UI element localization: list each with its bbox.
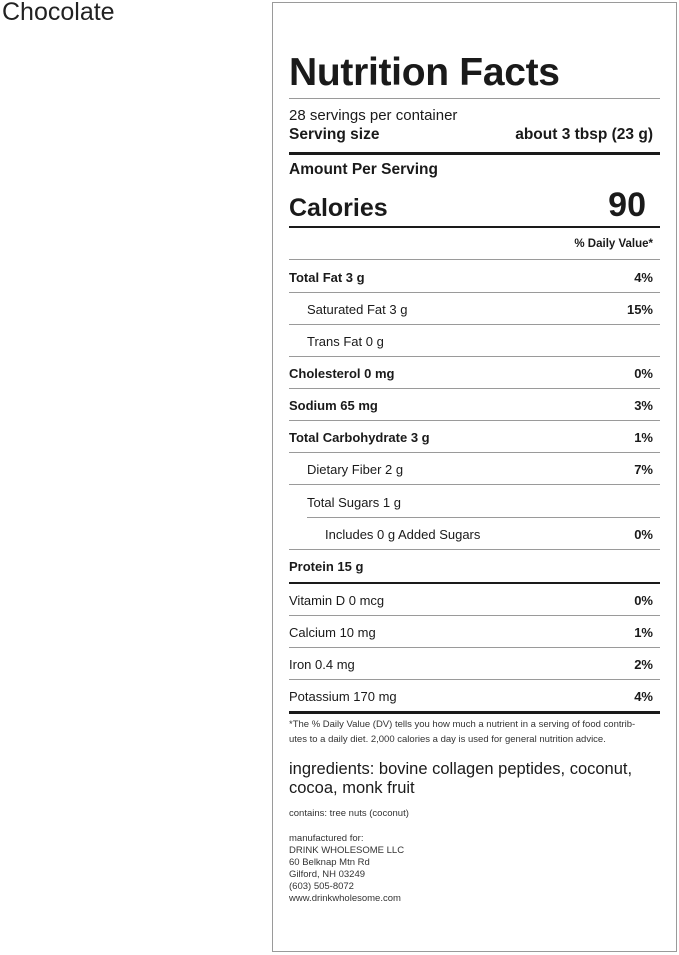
vitamin-row-potassium: [289, 680, 660, 712]
divider: [289, 259, 660, 260]
vitamin-daily-value: 4%: [634, 689, 653, 704]
calories-divider: [289, 226, 660, 228]
manufacturer-website: www.drinkwholesome.com: [289, 893, 401, 904]
nutrient-daily-value: 4%: [634, 270, 653, 285]
nutrient-row-total-carbohydrate: [289, 421, 660, 453]
vitamin-row-iron: [289, 648, 660, 680]
amount-per-serving: Amount Per Serving: [289, 161, 438, 178]
vitamin-daily-value: 1%: [634, 625, 653, 640]
nutrient-daily-value: 1%: [634, 430, 653, 445]
nutrient-name: Protein 15 g: [289, 559, 364, 574]
nutrient-name: Total Carbohydrate 3 g: [289, 430, 430, 445]
nutrient-row-cholesterol: [289, 357, 660, 389]
vitamin-name: Iron 0.4 mg: [289, 657, 355, 672]
daily-value-header: % Daily Value*: [574, 238, 653, 250]
manufacturer-line: (603) 505-8072: [289, 881, 354, 892]
nutrition-facts-title: Nutrition Facts: [289, 51, 560, 94]
manufacturer-line: Gilford, NH 03249: [289, 869, 366, 880]
calories-label: Calories: [289, 194, 388, 222]
thick-divider: [289, 152, 660, 155]
ingredients-line: ingredients: bovine collagen peptides, coconut,: [289, 760, 633, 778]
nutrient-row-added-sugars: [289, 518, 660, 550]
nutrient-daily-value: 15%: [626, 302, 653, 317]
vitamin-row-calcium: [289, 616, 660, 648]
nutrient-name: Includes 0 g Added Sugars: [325, 527, 481, 542]
allergen-statement: contains: tree nuts (coconut): [289, 808, 409, 819]
footnote-divider: [289, 711, 660, 714]
nutrient-name: Total Sugars 1 g: [307, 495, 401, 510]
vitamin-daily-value: 0%: [634, 593, 653, 608]
nutrient-row-total-fat: [289, 261, 660, 293]
daily-value-footnote: [289, 717, 646, 747]
nutrient-name: Trans Fat 0 g: [307, 334, 384, 349]
nutrient-daily-value: 3%: [634, 398, 653, 413]
vitamin-daily-value: 2%: [634, 657, 653, 672]
ingredients-line: cocoa, monk fruit: [289, 779, 415, 797]
nutrient-row-sodium: [289, 389, 660, 421]
nutrient-row-saturated-fat: [289, 293, 660, 325]
nutrient-name: Total Fat 3 g: [289, 270, 365, 285]
nutrient-row-total-sugars: [289, 486, 660, 518]
footnote-line: utes to a daily diet. 2,000 calories a day is used for general nutrition advice.: [289, 734, 606, 745]
nutrient-daily-value: 0%: [634, 527, 653, 542]
manufacturer-line: manufactured for:: [289, 833, 364, 844]
nutrient-daily-value: 7%: [634, 462, 653, 477]
manufacturer-line: DRINK WHOLESOME LLC: [289, 845, 405, 856]
divider: [289, 98, 660, 99]
flavor-title: Chocolate: [2, 0, 115, 26]
vitamin-name: Vitamin D 0 mcg: [289, 593, 385, 608]
serving-size-label: Serving size: [289, 126, 380, 143]
manufacturer-line: 60 Belknap Mtn Rd: [289, 857, 370, 868]
divider: [289, 484, 660, 485]
nutrient-name: Dietary Fiber 2 g: [307, 462, 404, 477]
ingredients: [289, 760, 652, 798]
nutrient-name: Cholesterol 0 mg: [289, 366, 395, 381]
nutrient-daily-value: 0%: [634, 366, 653, 381]
manufacturer-info: [289, 833, 404, 905]
footnote-line: *The % Daily Value (DV) tells you how much a nutrient in a serving of food contrib-: [289, 719, 636, 730]
nutrient-name: Saturated Fat 3 g: [307, 302, 408, 317]
nutrient-row-trans-fat: [289, 325, 660, 357]
calories-value: 90: [608, 186, 646, 224]
vitamin-row-vitamin-d: [289, 584, 660, 616]
vitamin-name: Potassium 170 mg: [289, 689, 397, 704]
nutrient-row-dietary-fiber: [289, 453, 660, 485]
nutrition-facts-panel: [272, 2, 677, 952]
vitamin-name: Calcium 10 mg: [289, 625, 376, 640]
servings-per-container: 28 servings per container: [289, 107, 458, 124]
nutrient-row-protein: [289, 550, 660, 582]
nutrient-name: Sodium 65 mg: [289, 398, 378, 413]
serving-size-value: about 3 tbsp (23 g): [515, 126, 653, 143]
